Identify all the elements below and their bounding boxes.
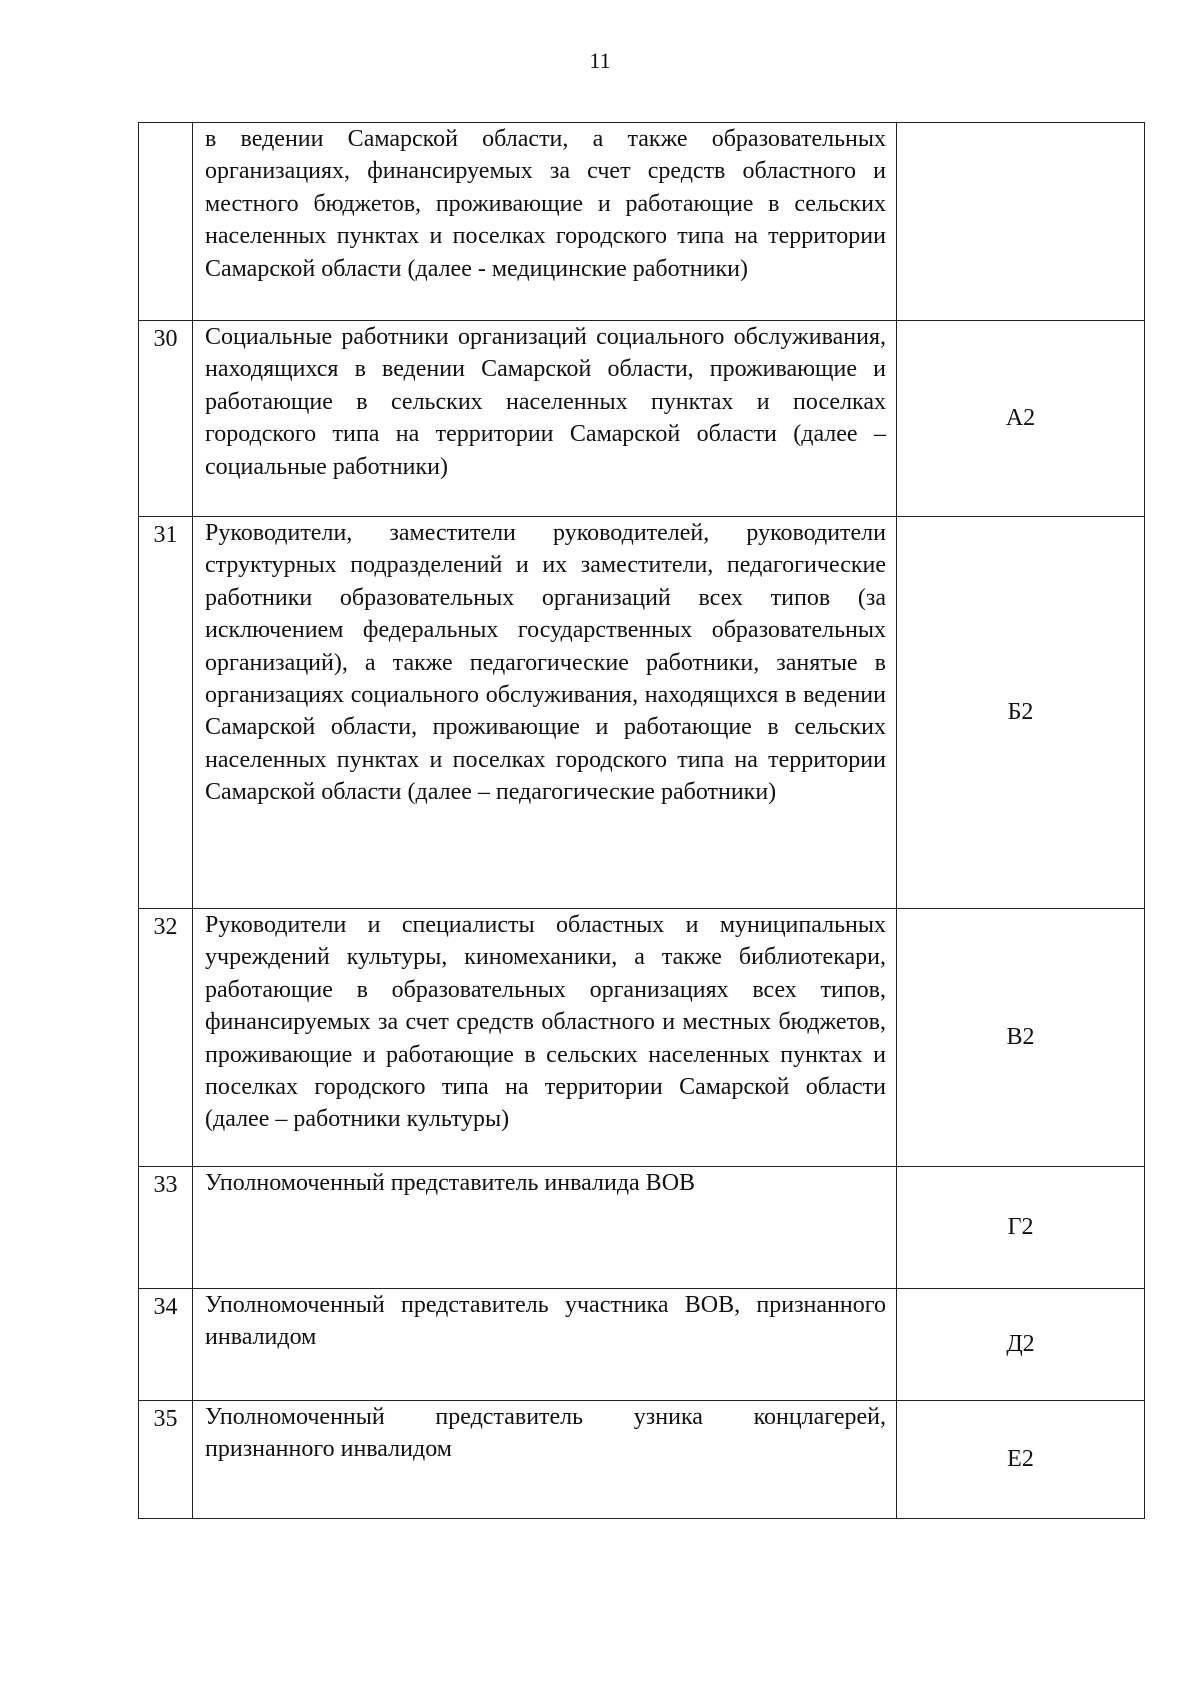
table-row [139,909,1145,1167]
table-row [139,1167,1145,1289]
row-description: Руководители, заместители руководителей, руководители структурных подразделений и их заместители, педагогические работники образовательных организаций всех типов (за исключением федеральных государственных образовательных организаций), а также педагогические работники, занятые в организациях социального обслуживания, находящихся в ведении Самарской области, проживающие и работающие в сельских населенных пунктах и поселках городского типа на территории Самарской области (далее – педагогические работники) [193,517,897,909]
table-row [139,517,1145,909]
table-row [139,123,1145,321]
row-code: Е2 [897,1401,1145,1519]
row-code: А2 [897,321,1145,517]
row-code: Б2 [897,517,1145,909]
row-number: 34 [139,1289,193,1401]
row-number: 30 [139,321,193,517]
row-description: Социальные работники организаций социального обслуживания, находящихся в ведении Самарской области, проживающие и работающие в сельских населенных пунктах и поселках городского типа на территории Самарской области (далее – социальные работники) [193,321,897,517]
table-row [139,321,1145,517]
benefits-table [138,122,1145,1519]
row-number: 32 [139,909,193,1167]
row-description: Уполномоченный представитель инвалида ВОВ [193,1167,897,1289]
table-row [139,1401,1145,1519]
table-row [139,1289,1145,1401]
row-description: Руководители и специалисты областных и муниципальных учреждений культуры, киномеханики, а также библиотекари, работающие в образовательных организациях всех типов, финансируемых за счет средств областного и местных бюджетов, проживающие и работающие в сельских населенных пунктах и поселках городского типа на территории Самарской области (далее – работники культуры) [193,909,897,1167]
row-number: 31 [139,517,193,909]
row-code: В2 [897,909,1145,1167]
row-description: Уполномоченный представитель узника концлагерей, признанного инвалидом [193,1401,897,1519]
row-number [139,123,193,321]
row-number: 35 [139,1401,193,1519]
row-description: Уполномоченный представитель участника ВОВ, признанного инвалидом [193,1289,897,1401]
page-number: 11 [589,48,611,73]
row-number: 33 [139,1167,193,1289]
row-description: в ведении Самарской области, а также образовательных организациях, финансируемых за счет средств областного и местного бюджетов, проживающие и работающие в сельских населенных пунктах и поселках городского типа на территории Самарской области (далее - медицинские работники) [193,123,897,321]
row-code [897,123,1145,321]
row-code: Г2 [897,1167,1145,1289]
row-code: Д2 [897,1289,1145,1401]
